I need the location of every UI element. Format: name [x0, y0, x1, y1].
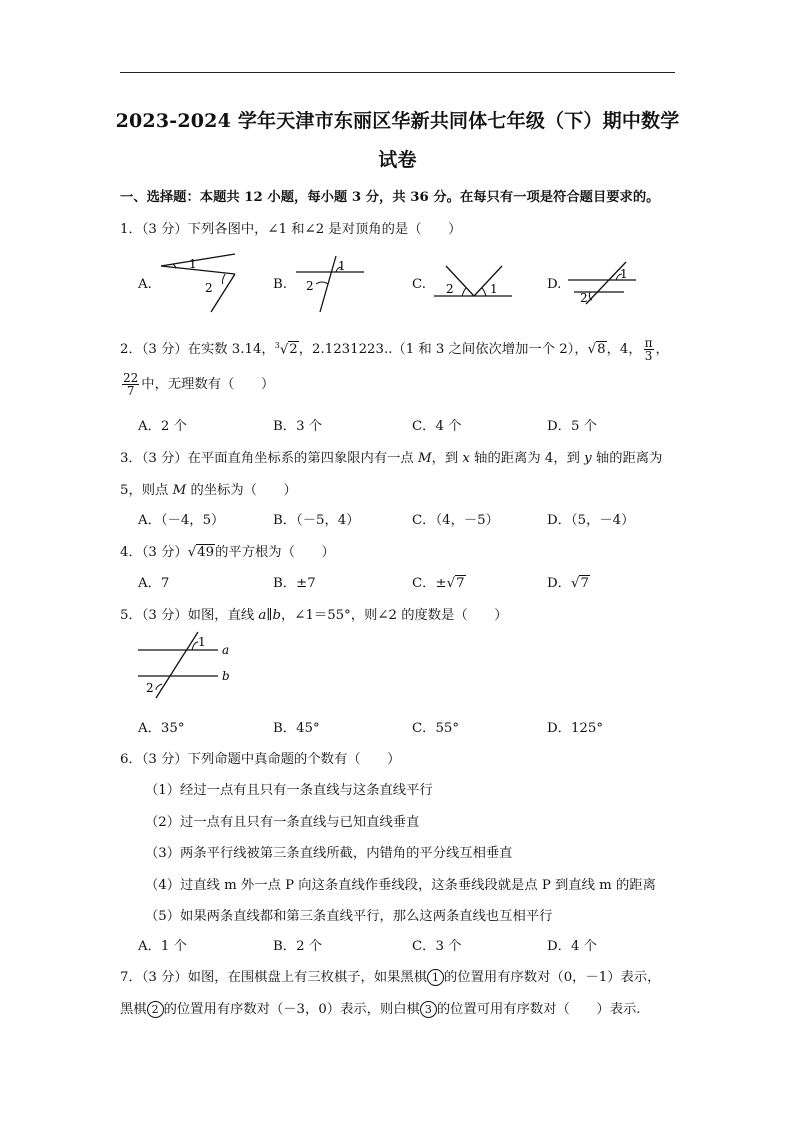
q5-a: a [258, 608, 267, 623]
q2-pi-den: 3 [644, 349, 653, 363]
q3-point-m: M [417, 451, 432, 466]
q6-stem: 6．（3 分）下列命题中真命题的个数有（ ） [120, 752, 401, 767]
q1d-angle1: 1 [620, 267, 628, 281]
q4-stem-a: 4．（3 分） [120, 545, 188, 560]
q7-circle-2: 2 [147, 1001, 164, 1018]
q4-option-d-text: D． [547, 576, 571, 591]
q2-stem-b: ，2.1231223..（1 和 3 之间依次增加一个 2）， [298, 342, 588, 357]
q7-line1-a: 7．（3 分）如图，在围棋盘上有三枚棋子，如果黑棋 [120, 970, 428, 985]
q1-stem: 1．（3 分）下列各图中，∠1 和∠2 是对顶角的是（ ） [120, 222, 462, 237]
q5-option-d: D．125° [547, 721, 603, 736]
q2-stem-line1 [120, 337, 669, 362]
q6-item-2: （2）过一点有且只有一条直线与已知直线垂直 [145, 815, 420, 830]
section-heading: 一、选择题：本题共 12 小题，每小题 3 分，共 36 分。在每只有一项是符合题目要求的。 [120, 190, 660, 205]
q7-circle-1: 1 [427, 969, 444, 986]
q3-stem-d: 轴的距离为 [595, 451, 663, 466]
q1c-angle1: 1 [490, 282, 498, 296]
q3-line2-b: 的坐标为（ ） [190, 483, 297, 498]
q1b-angle2: 2 [306, 279, 314, 293]
q1-figure-c [430, 262, 520, 302]
q4-option-c-text: C．± [412, 576, 447, 591]
q4-option-d-radicand: 7 [580, 576, 589, 591]
q5-option-c: C．55° [412, 721, 460, 736]
q2-frac-den: 7 [126, 384, 135, 398]
q1-option-d-label: D. [547, 277, 562, 292]
q7-line2-b: 的位置用有序数对（－3，0）表示，则白棋 [163, 1002, 420, 1017]
q2-stem-a: 2．（3 分）在实数 3.14， [120, 342, 275, 357]
q5-b: b [272, 608, 282, 623]
q3-x: x [462, 451, 470, 466]
q5-stem-b: ，∠1＝55°，则∠2 的度数是（ ） [281, 608, 508, 623]
q1-option-a-label: A. [138, 277, 152, 292]
q6-item-3: （3）两条平行线被第三条直线所截，内错角的平分线互相垂直 [145, 846, 513, 861]
q2-sqrt-radicand: 8 [597, 342, 606, 357]
q5-fig-label-b: b [222, 669, 230, 683]
q7-line1 [120, 966, 660, 986]
q3-stem-line2 [120, 479, 297, 498]
q7-line2-c: 的位置可用有序数对（ ）表示. [436, 1002, 641, 1017]
q6-option-b: B．2 个 [273, 939, 323, 954]
q5-angle1: 1 [198, 635, 206, 649]
q2-cbrt-radicand: 2 [289, 342, 298, 357]
q5-option-a: A．35° [138, 721, 185, 736]
q7-line2 [120, 998, 641, 1018]
q2-option-d: D．5 个 [547, 419, 597, 434]
q5-angle2: 2 [146, 681, 154, 695]
q4-option-b: B．±7 [273, 576, 316, 591]
q6-option-a: A．1 个 [138, 939, 187, 954]
q5-parallel: ∥ [266, 608, 273, 623]
header-rule [120, 72, 675, 73]
q6-option-c: C．3 个 [412, 939, 462, 954]
q2-stem-c: ，4， [606, 342, 642, 357]
q1c-angle2: 2 [446, 282, 454, 296]
q1-option-b-label: B. [273, 277, 287, 292]
q1-figure-d [564, 258, 640, 308]
q5-option-b: B．45° [273, 721, 320, 736]
q1a-angle1: 1 [189, 257, 197, 271]
q1-figure-b [292, 248, 368, 316]
q3-stem-b: ，到 [431, 451, 459, 466]
q4-option-d [547, 572, 590, 591]
q6-option-d: D．4 个 [547, 939, 597, 954]
q4-option-c-radicand: 7 [456, 576, 465, 591]
q6-item-4: （4）过直线 m 外一点 P 向这条直线作垂线段，这条垂线段就是点 P 到直线 m 的距离 [145, 878, 656, 893]
q4-stem-b: 的平方根为（ ） [215, 545, 335, 560]
q1-figure-a [155, 246, 245, 318]
q2-frac-num: 22 [123, 371, 139, 385]
q2-option-c: C．4 个 [412, 419, 462, 434]
q7-line2-a: 黑棋 [120, 1002, 147, 1017]
q2-pi-fraction [644, 337, 654, 362]
q2-pi-num: π [644, 336, 653, 350]
q2-option-a: A．2 个 [138, 419, 187, 434]
q2-option-b: B．3 个 [273, 419, 323, 434]
q3-option-b: B．（－5，4） [273, 513, 360, 528]
q2-stem-line2 [120, 372, 274, 397]
q1a-angle2: 2 [205, 281, 213, 295]
q4-option-d-root: √7 [570, 576, 589, 591]
q3-y: y [584, 451, 592, 466]
q4-option-c [412, 572, 466, 591]
q4-radicand: 49 [197, 545, 215, 560]
q7-line1-b: 的位置用有序数对（0，－1）表示， [444, 970, 661, 985]
q4-option-a: A．7 [138, 576, 170, 591]
q2-cube-root: $^3$√2 [274, 340, 298, 357]
q1-option-c-label: C. [412, 277, 426, 292]
q2-cbrt-index: 3 [274, 340, 280, 350]
q3-point-m-2: M [172, 483, 187, 498]
q3-stem-c: 轴的距离为 4，到 [474, 451, 580, 466]
q3-stem-line1 [120, 447, 662, 466]
q5-figure [134, 628, 240, 702]
q3-option-c: C．（4，－5） [412, 513, 499, 528]
q1b-angle1: 1 [338, 259, 346, 273]
q2-stem-d: 中，无理数有（ ） [141, 377, 275, 392]
q4-root: √49 [187, 545, 215, 560]
page-title-line1: 2023-2024 学年天津市东丽区华新共同体七年级（下）期中数学 [115, 110, 680, 132]
q3-option-a: A．（－4，5） [138, 513, 225, 528]
q7-circle-3: 3 [420, 1001, 437, 1018]
q5-stem [120, 604, 508, 623]
q1d-angle2: 2 [580, 291, 588, 305]
page-title-line2: 试卷 [378, 149, 417, 171]
q4-stem [120, 541, 335, 560]
q2-square-root: √8 [587, 342, 606, 357]
q4-option-c-root: √7 [446, 576, 465, 591]
q3-line2-a: 5，则点 [120, 483, 169, 498]
q3-option-d: D．（5，－4） [547, 513, 635, 528]
q6-item-5: （5）如果两条直线都和第三条直线平行，那么这两条直线也互相平行 [145, 909, 553, 924]
q2-comma: ， [655, 342, 669, 357]
q5-stem-a: 5．（3 分）如图，直线 [120, 608, 255, 623]
q6-item-1: （1）经过一点有且只有一条直线与这条直线平行 [145, 783, 433, 798]
q2-fraction [122, 372, 139, 397]
q3-stem-a: 3．（3 分）在平面直角坐标系的第四象限内有一点 [120, 451, 414, 466]
q5-fig-label-a: a [222, 643, 230, 657]
